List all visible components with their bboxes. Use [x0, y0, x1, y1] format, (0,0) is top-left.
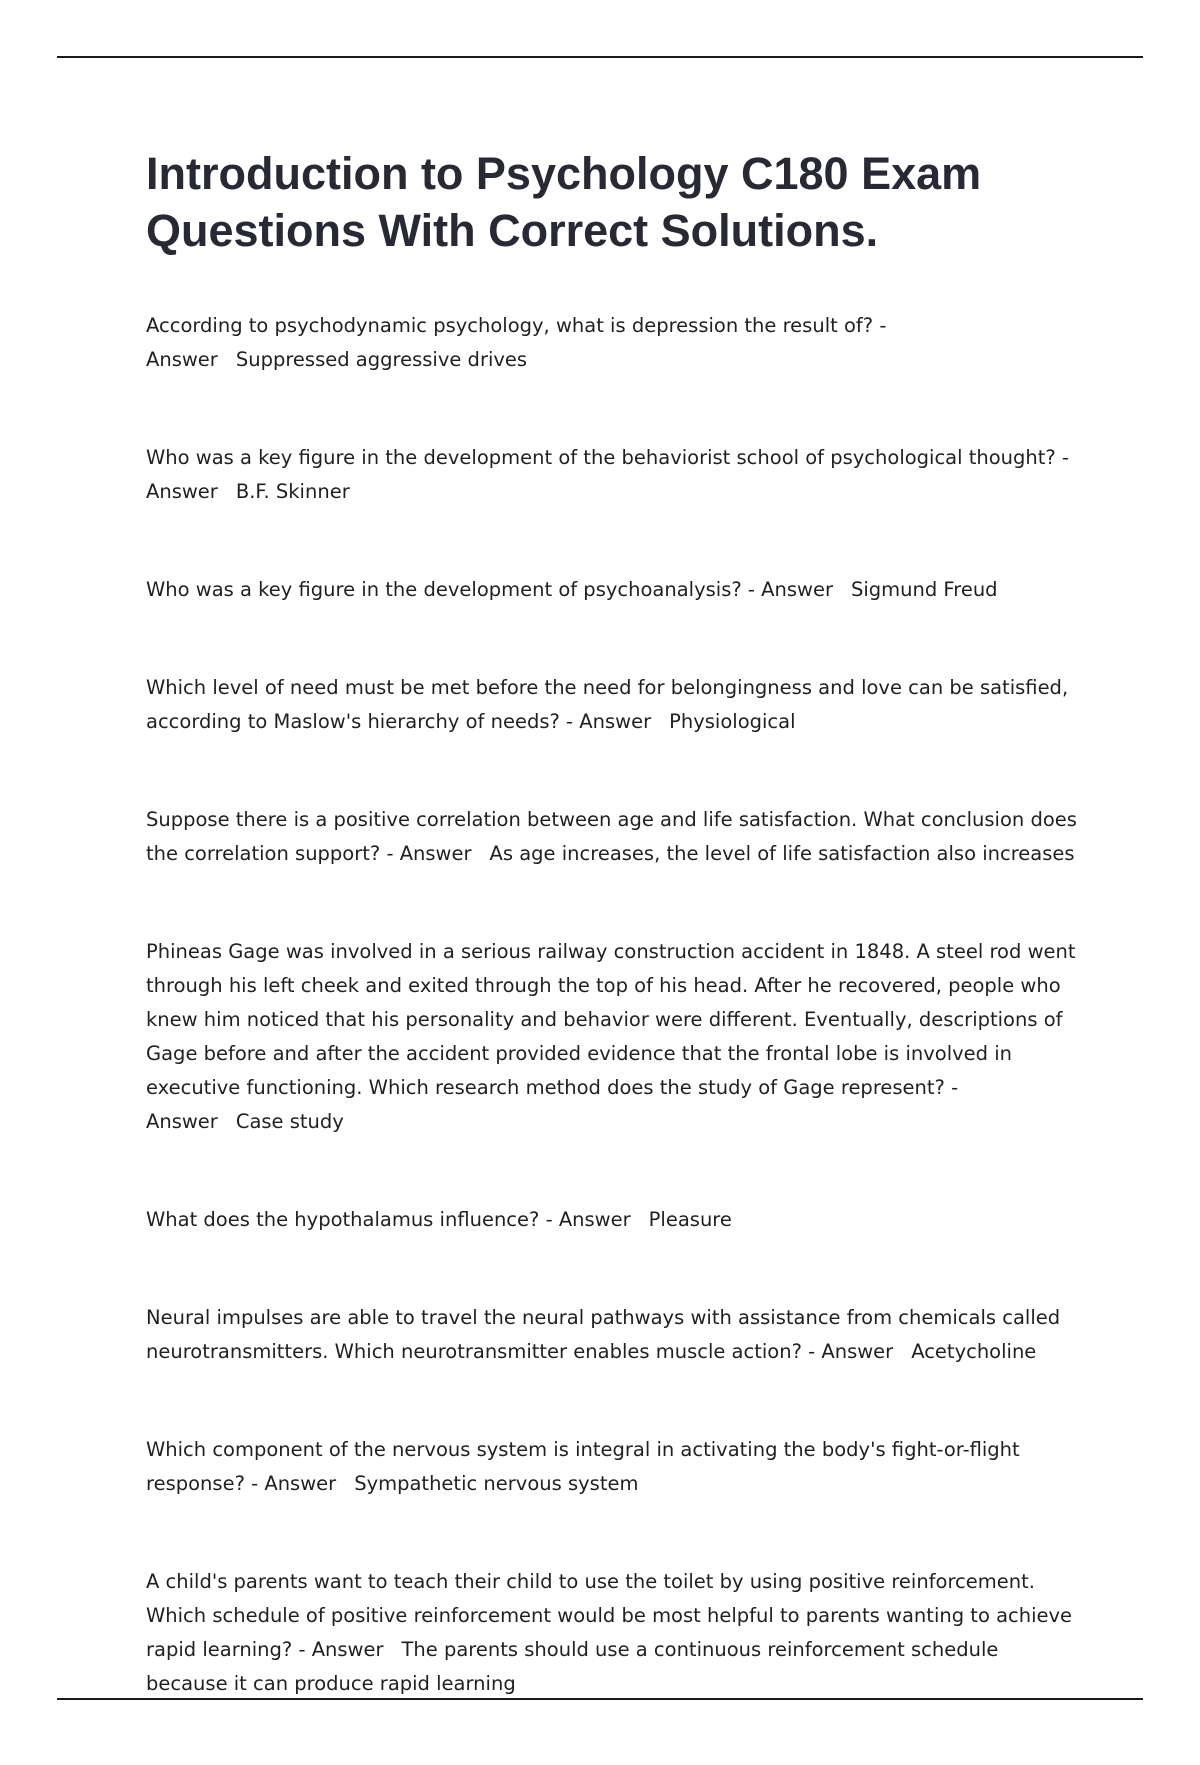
answer-text: Physiological	[669, 710, 796, 733]
answer-label: - Answer	[146, 314, 887, 371]
answer-text: Case study	[235, 1110, 344, 1133]
question-text: Who was a key figure in the development of the behaviorist school of psychological thought?	[146, 446, 1056, 469]
question-text: Suppose there is a positive correlation between age and life satisfaction. What conclusion does the correlation support?	[146, 808, 1077, 865]
qa-item	[146, 803, 1081, 871]
qa-item	[146, 671, 1081, 739]
question-text: Who was a key figure in the development of psychoanalysis?	[146, 578, 742, 601]
qa-item	[146, 309, 1081, 377]
answer-label: - Answer	[545, 1208, 631, 1231]
top-rule	[57, 56, 1143, 58]
answer-text: Pleasure	[648, 1208, 732, 1231]
qa-item	[146, 1433, 1081, 1501]
answer-text: Suppressed aggressive drives	[235, 348, 528, 371]
answer-label: - Answer	[566, 710, 652, 733]
answer-text: Sigmund Freud	[850, 578, 998, 601]
answer-label: - Answer	[747, 578, 833, 601]
answer-label: - Answer	[386, 842, 472, 865]
document-body	[146, 145, 1081, 1765]
question-text: Which level of need must be met before the need for belongingness and love can be satisfied, according to Maslow's hierarchy of needs?	[146, 676, 1069, 733]
question-text: Neural impulses are able to travel the neural pathways with assistance from chemicals called neurotransmitters. Which neurotransmitter enables muscle action?	[146, 1306, 1061, 1363]
qa-item	[146, 1301, 1081, 1369]
document-title: Introduction to Psychology C180 Exam Questions With Correct Solutions.	[146, 148, 982, 256]
question-text: According to psychodynamic psychology, what is depression the result of?	[146, 314, 874, 337]
question-text: Phineas Gage was involved in a serious railway construction accident in 1848. A steel rod went through his left cheek and exited through the top of his head. After he recovered, people who knew him noticed that his personality and behavior were different. Eventually, descriptions of Gage before and after the accident provided evidence that the frontal lobe is involved in executive functioning. Which research method does the study of Gage represent?	[146, 940, 1076, 1099]
answer-text: Sympathetic nervous system	[354, 1472, 639, 1495]
answer-text: B.F. Skinner	[235, 480, 350, 503]
answer-text: The parents should use a continuous reinforcement schedule because it can produce rapid learning	[146, 1638, 999, 1695]
qa-item	[146, 441, 1081, 509]
qa-item	[146, 1203, 1081, 1237]
answer-label: - Answer	[298, 1638, 384, 1661]
question-text: What does the hypothalamus influence?	[146, 1208, 540, 1231]
qa-list	[146, 309, 1081, 1701]
qa-item	[146, 935, 1081, 1139]
answer-label: - Answer	[251, 1472, 337, 1495]
question-text: A child's parents want to teach their child to use the toilet by using positive reinforcement. Which schedule of positive reinforcement would be most helpful to parents wanting to achieve rapid learning?	[146, 1570, 1073, 1661]
question-text: Which component of the nervous system is integral in activating the body's fight-or-flight response?	[146, 1438, 1020, 1495]
answer-label: - Answer	[146, 1076, 959, 1133]
qa-item	[146, 573, 1081, 607]
answer-label: - Answer	[808, 1340, 894, 1363]
answer-label: - Answer	[146, 446, 1070, 503]
qa-item	[146, 1565, 1081, 1701]
answer-text: As age increases, the level of life satisfaction also increases	[489, 842, 1075, 865]
answer-text: Acetycholine	[911, 1340, 1037, 1363]
